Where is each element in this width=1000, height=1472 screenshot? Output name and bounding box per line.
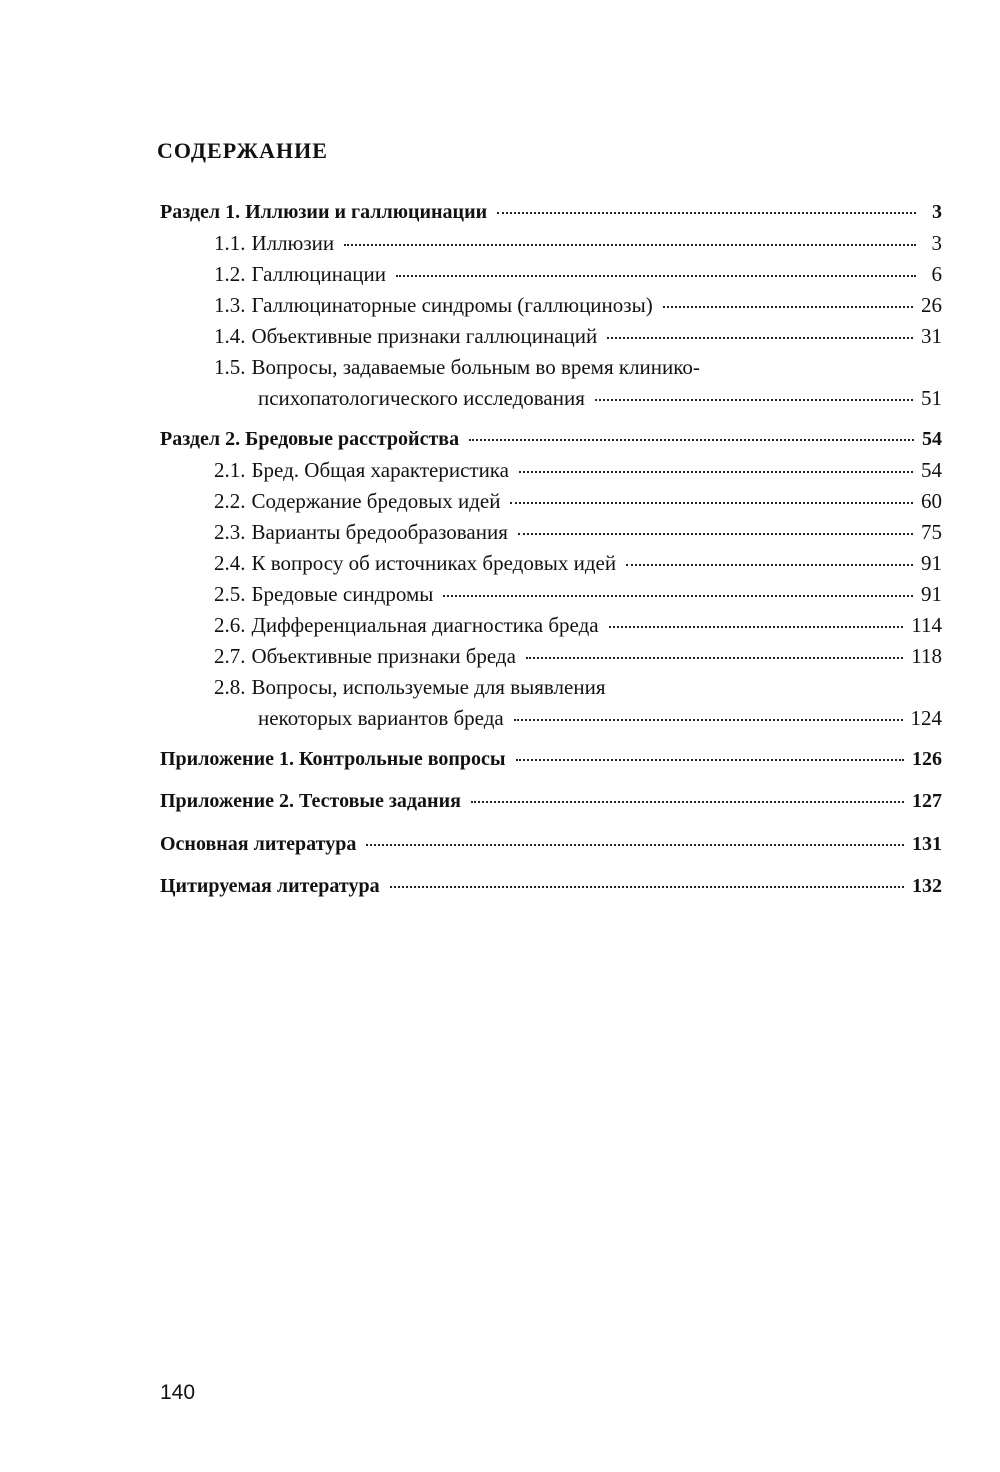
page-ref: 132	[912, 875, 942, 897]
dot-leader	[518, 531, 913, 535]
entry-number: 1.2.	[214, 262, 246, 286]
toc-entry-2-6[interactable]	[160, 610, 942, 641]
dot-leader	[663, 304, 913, 308]
dot-leader	[519, 469, 913, 473]
toc-entry-2-3[interactable]	[160, 517, 942, 548]
page-ref: 3	[932, 201, 942, 223]
dot-leader	[626, 562, 913, 566]
dot-leader	[497, 210, 916, 214]
entry-title-continued: некоторых вариантов бреда	[258, 706, 504, 730]
toc-cited-literature	[160, 871, 942, 902]
entry-title: Бредовые синдромы	[251, 582, 434, 606]
toc-entry-2-8-continued[interactable]	[160, 703, 942, 734]
entry-number: 1.4.	[214, 324, 246, 348]
page-title: СОДЕРЖАНИЕ	[157, 138, 328, 163]
entry-number: 2.2.	[214, 489, 246, 513]
entry-number: 2.6.	[214, 613, 246, 637]
appendix-heading-2[interactable]	[160, 786, 942, 817]
entry-number: 1.1.	[214, 231, 246, 255]
entry-title: Дифференциальная диагностика бреда	[251, 613, 599, 637]
page-ref: 131	[912, 833, 942, 855]
dot-leader	[344, 242, 916, 246]
literature-title: Цитируемая литература	[160, 875, 380, 897]
dot-leader	[366, 842, 904, 846]
page-ref: 75	[921, 520, 942, 544]
appendix-title: Приложение 2. Тестовые задания	[160, 790, 461, 812]
toc-entry-2-4[interactable]	[160, 548, 942, 579]
toc-appendix-2	[160, 786, 942, 817]
dot-leader	[609, 624, 904, 628]
dot-leader	[526, 655, 903, 659]
page-ref: 126	[912, 748, 942, 770]
entry-number: 2.3.	[214, 520, 246, 544]
page-ref: 6	[931, 262, 942, 286]
page-ref: 91	[921, 582, 942, 606]
page-ref: 114	[911, 613, 942, 637]
toc-main-literature	[160, 829, 942, 860]
entry-title: Объективные признаки галлюцинаций	[251, 324, 598, 348]
section-heading-1[interactable]	[160, 197, 942, 228]
dot-leader	[607, 335, 913, 339]
page-ref: 26	[921, 293, 942, 317]
page-ref: 91	[921, 551, 942, 575]
page-ref: 54	[922, 428, 942, 450]
page-number: 140	[160, 1381, 196, 1404]
entry-title: Бред. Общая характеристика	[251, 458, 510, 482]
cited-literature-heading[interactable]	[160, 871, 942, 902]
entry-number: 2.4.	[214, 551, 246, 575]
entry-title: Вопросы, используемые для выявления	[251, 675, 606, 699]
section-title: Раздел 2. Бредовые расстройства	[160, 428, 460, 450]
dot-leader	[516, 757, 904, 761]
toc-entry-1-5[interactable]	[160, 352, 942, 383]
entry-number: 2.1.	[214, 458, 246, 482]
toc-appendix-1	[160, 744, 942, 775]
entry-title: Варианты бредообразования	[251, 520, 508, 544]
toc-entry-2-2[interactable]	[160, 486, 942, 517]
toc-entry-1-2[interactable]	[160, 259, 942, 290]
entry-title: Содержание бредовых идей	[251, 489, 501, 513]
page-ref: 118	[911, 644, 942, 668]
appendix-heading-1[interactable]	[160, 744, 942, 775]
section-heading-2[interactable]	[160, 424, 942, 455]
entry-number: 2.7.	[214, 644, 246, 668]
page-ref: 54	[921, 458, 942, 482]
appendix-title: Приложение 1. Контрольные вопросы	[160, 748, 506, 770]
page-ref: 31	[921, 324, 942, 348]
literature-title: Основная литература	[160, 833, 357, 855]
entry-title: Галлюцинаторные синдромы (галлюцинозы)	[251, 293, 653, 317]
dot-leader	[443, 593, 913, 597]
entry-number: 1.3.	[214, 293, 246, 317]
page-ref: 60	[921, 489, 942, 513]
toc-section-1	[160, 197, 942, 414]
dot-leader	[469, 437, 914, 441]
dot-leader	[595, 397, 913, 401]
toc-section-2	[160, 424, 942, 734]
page-ref: 51	[921, 386, 942, 410]
toc-entry-2-1[interactable]	[160, 455, 942, 486]
page-ref: 124	[910, 706, 942, 730]
toc-entry-2-7[interactable]	[160, 641, 942, 672]
toc-entry-1-4[interactable]	[160, 321, 942, 352]
entry-title-continued: психопатологического исследования	[258, 386, 585, 410]
toc-entry-2-8[interactable]	[160, 672, 942, 703]
page-ref: 127	[912, 790, 942, 812]
toc-entry-2-5[interactable]	[160, 579, 942, 610]
toc-entry-1-5-continued[interactable]	[160, 383, 942, 414]
entry-number: 2.5.	[214, 582, 246, 606]
dot-leader	[390, 884, 904, 888]
dot-leader	[510, 500, 913, 504]
entry-title: Вопросы, задаваемые больным во время клинико-	[251, 355, 700, 379]
entry-number: 1.5.	[214, 355, 246, 379]
entry-title: Иллюзии	[251, 231, 335, 255]
entry-title: К вопросу об источниках бредовых идей	[251, 551, 617, 575]
dot-leader	[514, 717, 903, 721]
entry-number: 2.8.	[214, 675, 246, 699]
page-ref: 3	[931, 231, 942, 255]
main-literature-heading[interactable]	[160, 829, 942, 860]
toc-entry-1-3[interactable]	[160, 290, 942, 321]
dot-leader	[396, 273, 916, 277]
dot-leader	[471, 799, 904, 803]
section-title: Раздел 1. Иллюзии и галлюцинации	[160, 201, 488, 223]
entry-title: Галлюцинации	[251, 262, 387, 286]
entry-title: Объективные признаки бреда	[251, 644, 516, 668]
toc-entry-1-1[interactable]	[160, 228, 942, 259]
